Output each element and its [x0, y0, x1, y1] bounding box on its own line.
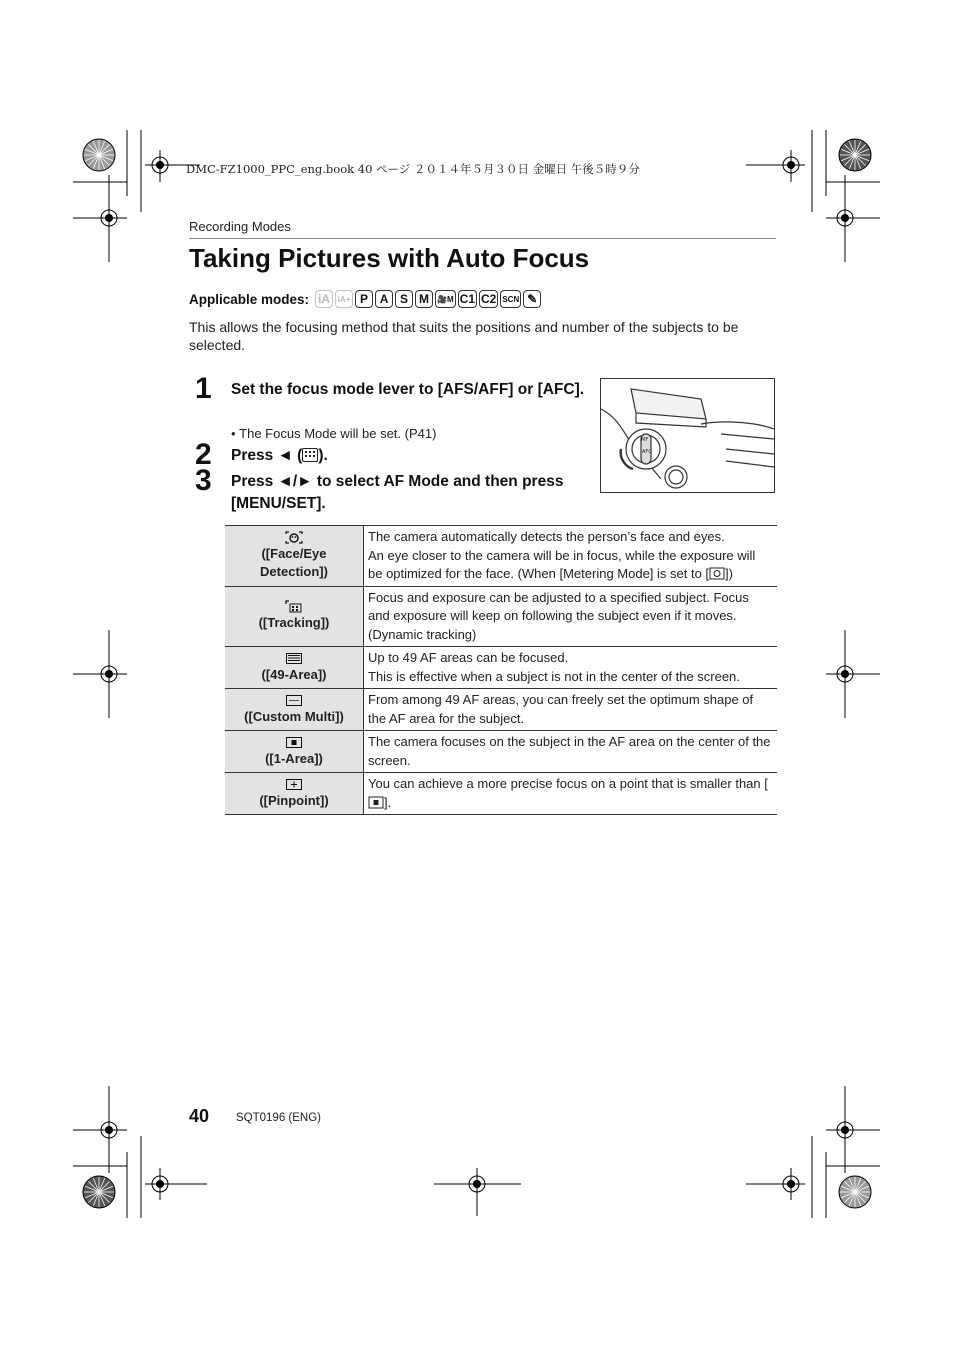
camera-illustration	[600, 378, 775, 493]
page-number: 40	[189, 1106, 210, 1126]
af-mode-row	[225, 689, 777, 731]
mode-icon: P	[355, 290, 373, 308]
af-mode-description	[364, 647, 778, 689]
step-3-text: Press ◄/► to select AF Mode and then press [MENU/SET].	[231, 473, 564, 512]
document-code: SQT0196 (ENG)	[236, 1112, 321, 1124]
af-mode-name-cell	[225, 731, 364, 773]
af-mode-name-cell	[225, 526, 364, 587]
description-line: From among 49 AF areas, you can freely set the optimum shape of the AF area for the subject.	[368, 692, 754, 726]
description-line	[368, 775, 773, 812]
page-title: Taking Pictures with Auto Focus	[189, 243, 590, 273]
step-2-text-before: Press ◄ (	[231, 447, 303, 464]
focus-lever-drawing	[601, 379, 774, 492]
1-area-inline-icon	[368, 795, 384, 810]
pinpoint-icon	[285, 778, 303, 791]
af-mode-name-cell	[225, 647, 364, 689]
section-label: Recording Modes	[189, 219, 291, 234]
mode-icon: iA	[315, 290, 333, 308]
mode-icon: 🎥M	[435, 290, 456, 308]
af-mode-description	[364, 731, 778, 773]
intro-text: This allows the focusing method that suits the positions and number of the subjects to be selected.	[189, 319, 739, 353]
step-1-note: • The Focus Mode will be set. (P41)	[231, 426, 437, 441]
print-header: DMC-FZ1000_PPC_eng.book 40 ページ ２０１４年５月３０日 金曜日 午後５時９分	[186, 162, 640, 176]
1-area-icon	[285, 736, 303, 749]
af-mode-name: ([Pinpoint])	[259, 792, 329, 808]
af-mode-row	[225, 526, 777, 587]
step-1-number: 1	[195, 372, 212, 405]
mode-icon-list	[315, 290, 543, 308]
af-mode-table	[225, 525, 777, 815]
af-mode-name: ([49-Area])	[261, 666, 327, 682]
description-part: An eye closer to the camera will be in focus, while the exposure will be optimized for the face. (When [Metering Mode] is set to [	[368, 547, 756, 581]
mode-icon: A	[375, 290, 393, 308]
af-mode-description	[364, 586, 778, 647]
af-mode-description	[364, 773, 778, 815]
step-3-number: 3	[195, 464, 212, 497]
description-part: ].	[384, 794, 392, 810]
camera-dial-label: MF	[641, 437, 649, 443]
description-part: ])	[725, 566, 733, 581]
af-mode-menu-icon	[302, 448, 318, 462]
af-mode-name: ([Custom Multi])	[244, 708, 344, 724]
camera-lever-label: AFC	[642, 449, 652, 455]
mode-icon: SCN	[500, 290, 521, 308]
tracking-icon	[285, 600, 303, 613]
mode-icon: M	[415, 290, 433, 308]
mode-icon: ✎	[523, 290, 541, 308]
mode-icon: C2	[481, 292, 497, 306]
applicable-modes-label: Applicable modes:	[189, 291, 310, 307]
af-mode-name-cell	[225, 773, 364, 815]
description-part: You can achieve a more precise focus on a point that is smaller than [	[368, 776, 768, 791]
step-1-text: Set the focus mode lever to [AFS/AFF] or [AFC].	[231, 381, 585, 398]
step-1-note-text: The Focus Mode will be set. (P41)	[239, 426, 437, 441]
description-line: The camera automatically detects the person’s face and eyes.	[368, 529, 725, 544]
custom-multi-icon	[285, 694, 303, 707]
af-mode-name-cell	[225, 586, 364, 647]
description-line: The camera focuses on the subject in the AF area on the center of the screen.	[368, 734, 771, 768]
af-mode-name: ([Face/Eye Detection])	[260, 545, 328, 579]
af-mode-description	[364, 689, 778, 731]
description-line: This is effective when a subject is not in the center of the screen.	[368, 668, 740, 684]
af-mode-row	[225, 731, 777, 773]
description-line	[368, 547, 773, 584]
applicable-modes	[189, 288, 543, 310]
af-mode-row	[225, 773, 777, 815]
face-eye-icon	[285, 531, 303, 544]
49-area-icon	[285, 652, 303, 665]
mode-icon: S	[395, 290, 413, 308]
af-mode-name: ([1-Area])	[265, 750, 323, 766]
section-divider	[189, 238, 776, 239]
description-line: Up to 49 AF areas can be focused.	[368, 650, 569, 665]
description-line: Focus and exposure can be adjusted to a specified subject. Focus and exposure will keep on following the subject even if it moves. (Dynamic tracking)	[368, 589, 749, 642]
af-mode-name-cell	[225, 689, 364, 731]
mode-icon: iA+	[335, 290, 353, 308]
step-2-text-after: ).	[318, 447, 328, 464]
af-mode-name: ([Tracking])	[258, 615, 330, 631]
mode-icon: C1	[459, 292, 475, 306]
af-mode-description	[364, 526, 778, 587]
af-mode-row	[225, 586, 777, 647]
metering-icon	[709, 566, 725, 581]
step-2-text	[231, 445, 328, 467]
step-2-number: 2	[195, 438, 212, 471]
af-mode-row	[225, 647, 777, 689]
